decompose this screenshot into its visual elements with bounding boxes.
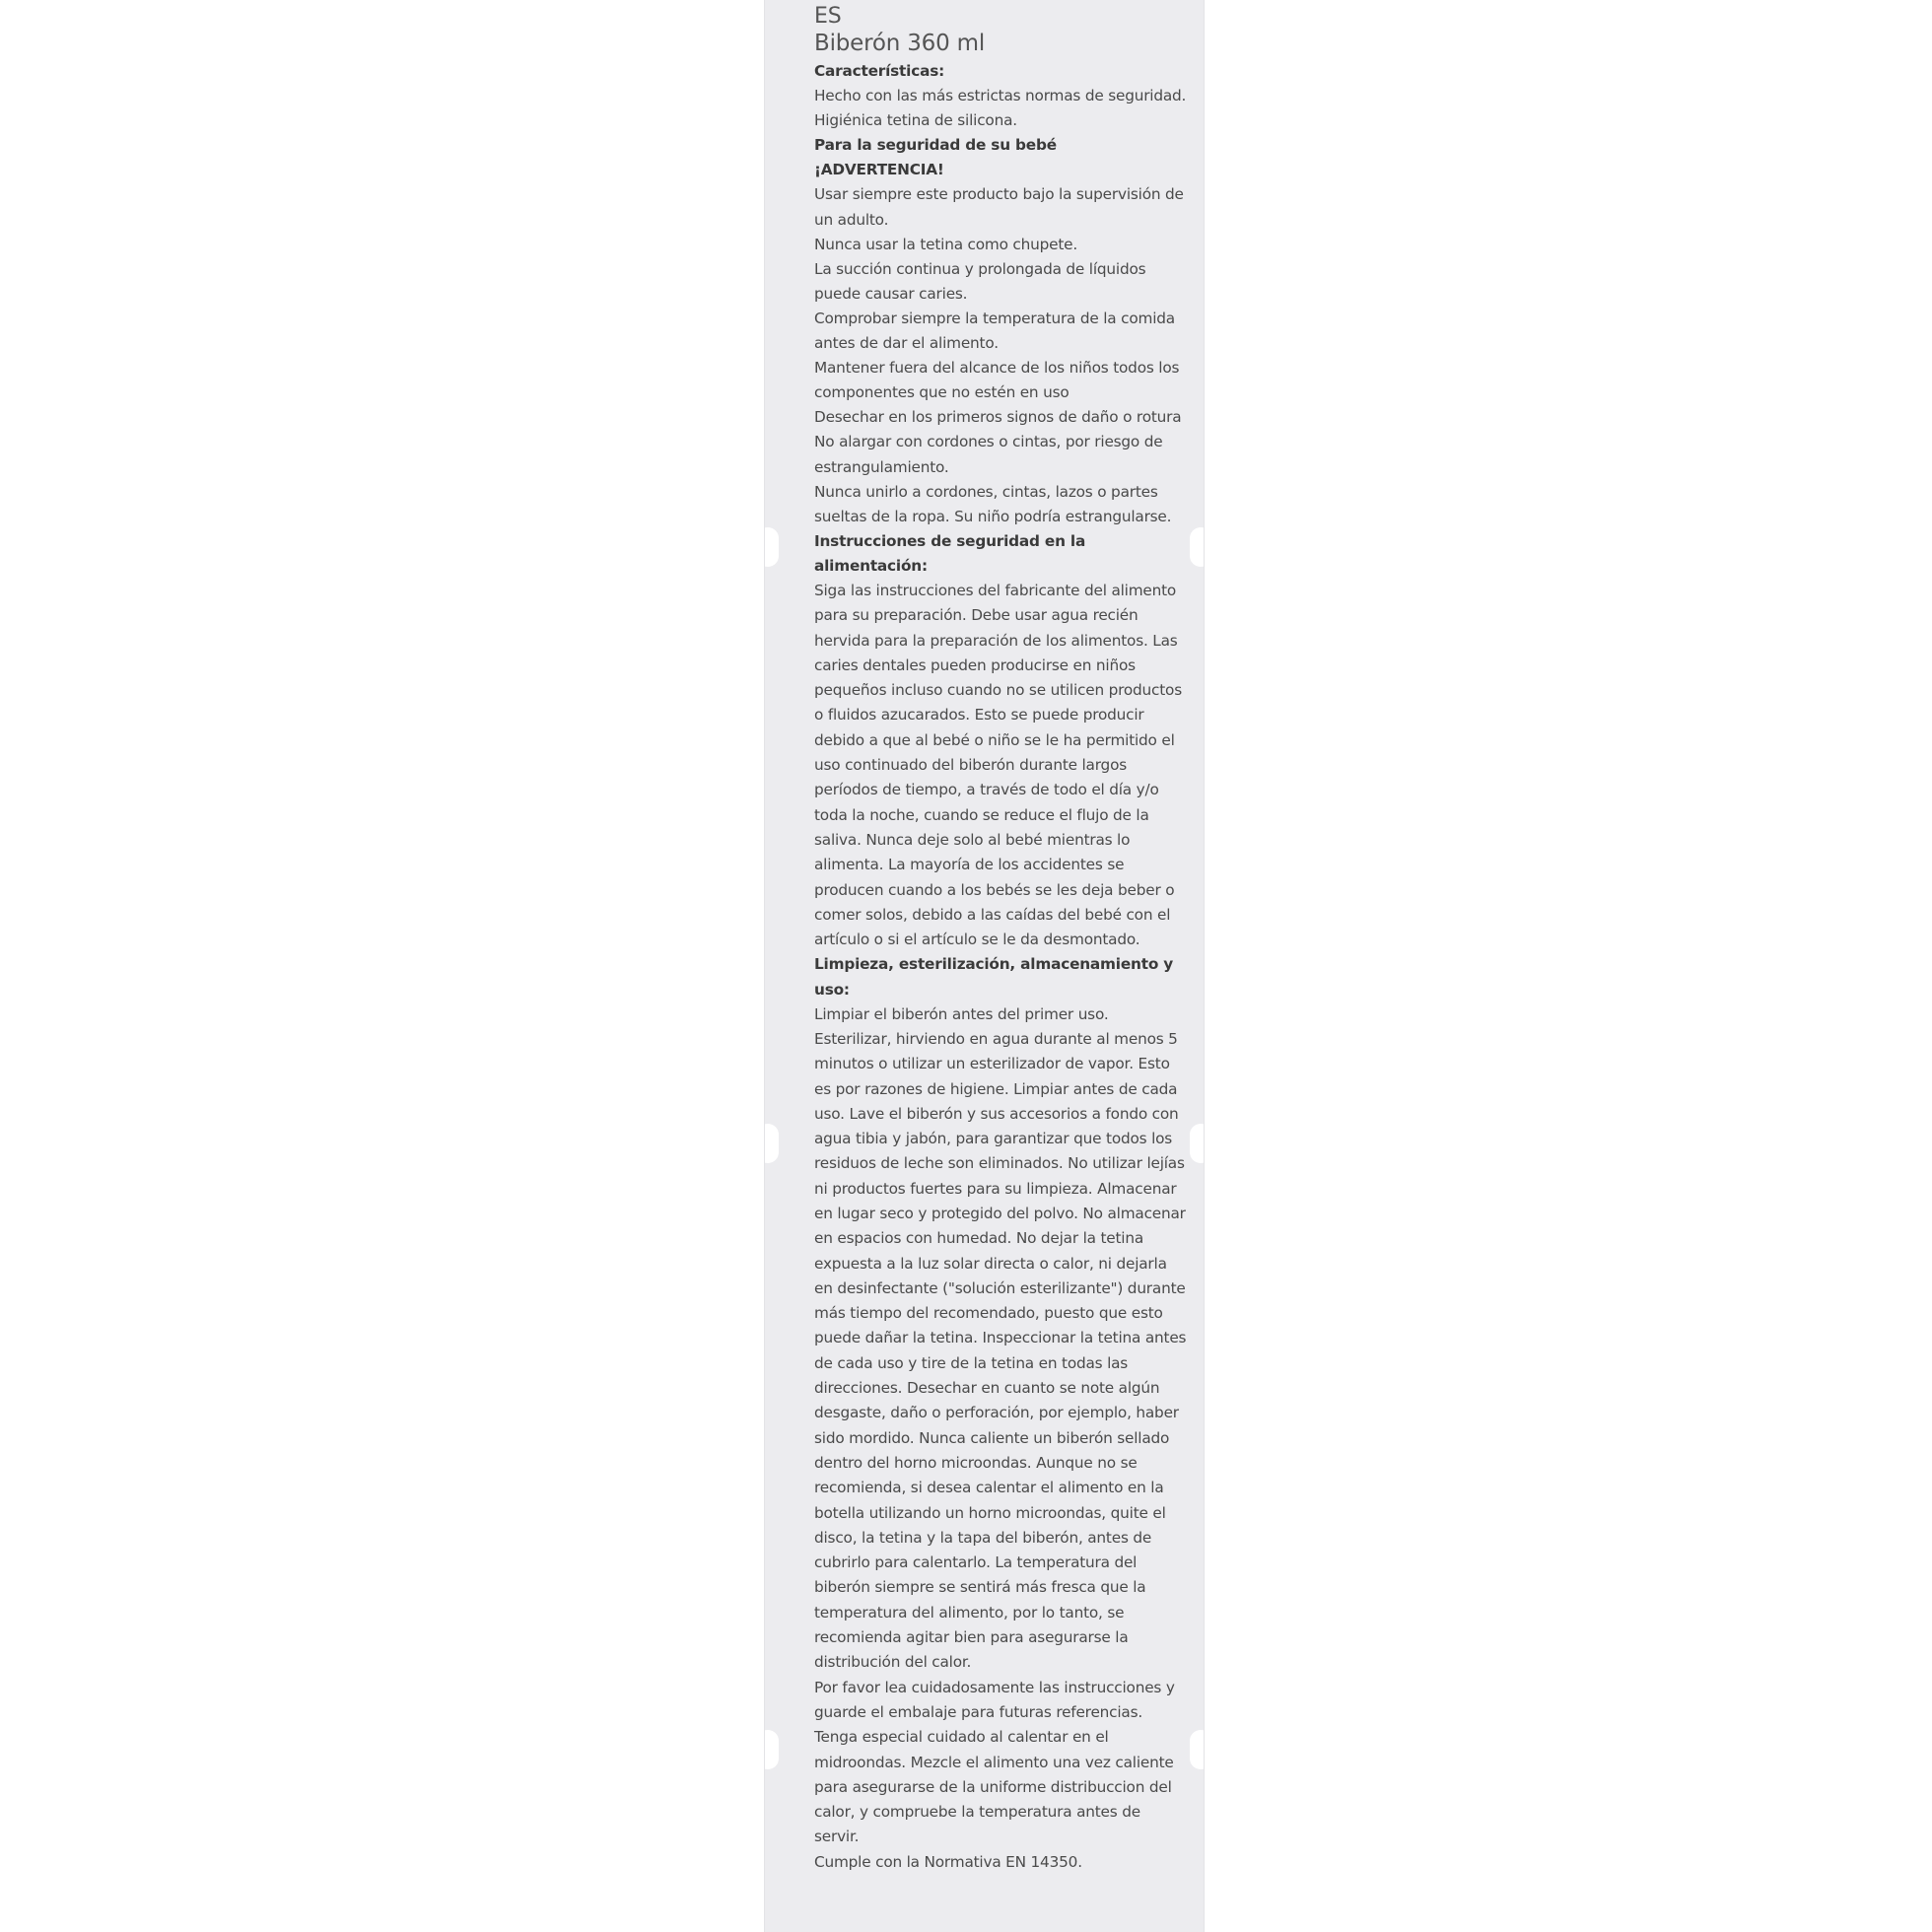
perforation-notch — [764, 1124, 779, 1163]
cleaning-text: Limpiar el biberón antes del primer uso. Esterilizar, hirviendo en agua durante al menos 5 minutos o utilizar un esterilizador de vapor. Esto es por razones de higiene. Limpiar antes de cada uso. Lave el biberón y sus accesorios a fondo con agua tibia y jabón, para garantizar que todos los residuos de leche son eliminados. No utilizar lejías ni productos fuertes para su limpieza. Almacenar en lugar seco y protegido del polvo. No almacenar en espacios con humedad. No dejar la tetina expuesta a la luz solar directa o calor, ni dejarla en desinfectante ("solución esterilizante") durante más tiempo del recomendado, puesto que esto puede dañar la tetina. Inspeccionar la tetina antes de cada uso y tire de la tetina en todas las direcciones. Desechar en cuanto se note algún desgaste, daño o perforación, por ejemplo, haber sido mordido. Nunca caliente un biberón sellado dentro del horno microondas. Aunque no se recomienda, si desea calentar el alimento en la botella utilizando un horno microondas, quite el disco, la tetina y la tapa del biberón, antes de cubrirlo para calentarlo. La temperatura del biberón siempre se sentirá más fresca que la temperatura del alimento, por lo tanto, se recomienda agitar bien para asegurarse la distribución del calor. — [814, 1004, 1187, 1672]
features-text: Hecho con las más estrictas normas de seguridad. Higiénica tetina de silicona. — [814, 87, 1187, 130]
perforation-notch — [1190, 1730, 1205, 1769]
cleaning-heading: Limpieza, esterilización, almacenamiento y uso: — [814, 955, 1174, 999]
feeding-heading: Instrucciones de seguridad en la alimentación: — [814, 531, 1086, 575]
warning-item: Nunca unirlo a cordones, cintas, lazos o partes sueltas de la ropa. Su niño podría estrangularse. — [814, 482, 1172, 525]
warning-item: Mantener fuera del alcance de los niños todos los componentes que no estén en uso — [814, 359, 1180, 402]
warning-heading: ¡ADVERTENCIA! — [814, 161, 944, 179]
warning-item: Usar siempre este producto bajo la supervisión de un adulto. — [814, 185, 1184, 229]
warning-item: Comprobar siempre la temperatura de la comida antes de dar el alimento. — [814, 309, 1175, 353]
safety-heading: Para la seguridad de su bebé — [814, 136, 1057, 155]
warning-item: No alargar con cordones o cintas, por riesgo de estrangulamiento. — [814, 433, 1163, 476]
language-code: ES — [814, 4, 842, 29]
closing-text: Por favor lea cuidadosamente las instrucciones y guarde el embalaje para futuras referencias. Tenga especial cuidado al calentar en el midroondas. Mezcle el alimento una vez caliente para asegurarse de la uniforme distribuccion del calor, y compruebe la temperatura antes de servir. — [814, 1678, 1175, 1846]
perforation-notch — [1190, 1124, 1205, 1163]
product-title: Biberón 360 ml — [814, 31, 986, 56]
norm-text: Cumple con la Normativa EN 14350. — [814, 1852, 1082, 1871]
label-text-block — [814, 4, 1189, 1875]
warning-item: La succión continua y prolongada de líquidos puede causar caries. — [814, 259, 1146, 303]
perforation-notch — [764, 527, 779, 567]
perforation-notch — [764, 1730, 779, 1769]
instruction-label — [764, 0, 1205, 1932]
features-heading: Características: — [814, 62, 945, 80]
warning-item: Desechar en los primeros signos de daño o rotura — [814, 408, 1182, 427]
feeding-text: Siga las instrucciones del fabricante del alimento para su preparación. Debe usar agua recién hervida para la preparación de los alimentos. Las caries dentales pueden producirse en niños pequeños incluso cuando no se utilicen productos o fluidos azucarados. Esto se puede producir debido a que al bebé o niño se le ha permitido el uso continuado del biberón durante largos períodos de tiempo, a través de todo el día y/o toda la noche, cuando se reduce el flujo de la saliva. Nunca deje solo al bebé mientras lo alimenta. La mayoría de los accidentes se producen cuando a los bebés se les deja beber o comer solos, debido a las caídas del bebé con el artículo o si el artículo se le da desmontado. — [814, 581, 1182, 949]
perforation-notch — [1190, 527, 1205, 567]
warning-item: Nunca usar la tetina como chupete. — [814, 235, 1078, 253]
